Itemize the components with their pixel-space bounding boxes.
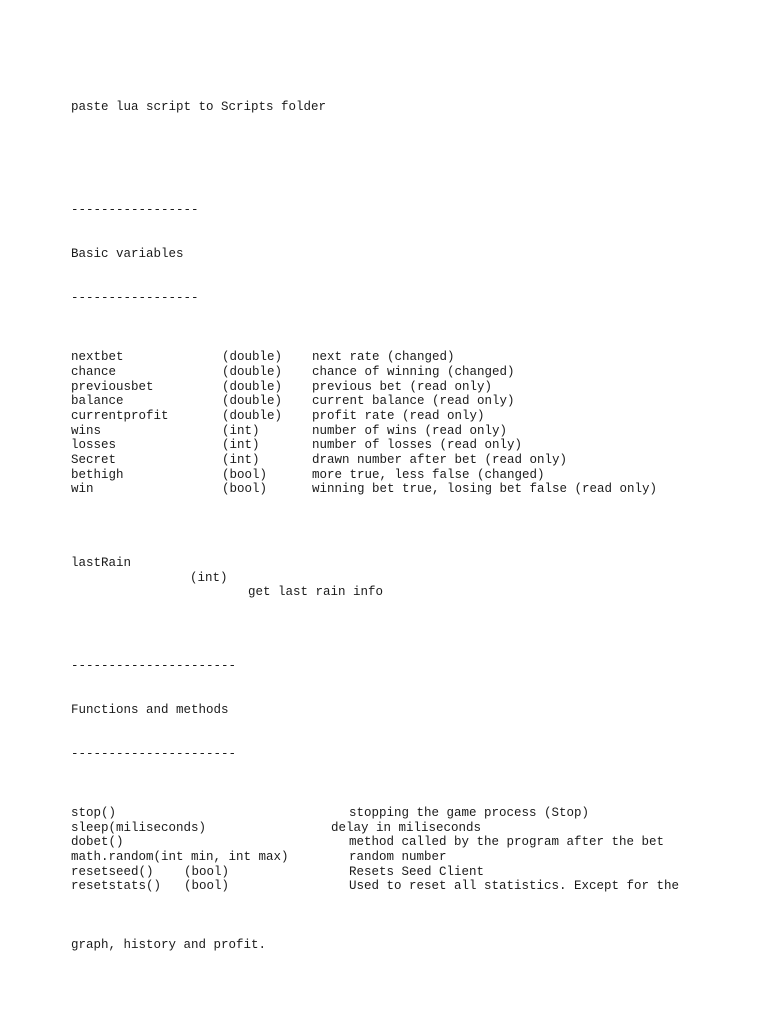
variable-description: current balance (read only) — [312, 394, 515, 409]
variable-name: losses — [71, 438, 117, 453]
variable-row — [71, 350, 768, 365]
variable-row — [71, 380, 768, 395]
function-row — [71, 850, 768, 865]
variable-row — [71, 468, 768, 483]
function-row — [71, 879, 768, 894]
function-description: Resets Seed Client — [349, 864, 485, 879]
variable-name: wins — [71, 423, 102, 438]
function-signature: resetstats() — [71, 879, 162, 894]
variable-row-lastrain — [71, 541, 768, 600]
function-description: random number — [349, 849, 447, 864]
variable-description: chance of winning (changed) — [312, 364, 515, 379]
variable-name: chance — [71, 364, 117, 379]
function-return-type: (bool) — [184, 864, 230, 879]
function-description: delay in miliseconds — [331, 820, 482, 835]
function-signature: math.random(int min, int max) — [71, 849, 289, 864]
variable-row — [71, 438, 768, 453]
variable-description: drawn number after bet (read only) — [312, 453, 568, 468]
function-description: method called by the program after the bet — [349, 835, 665, 850]
variable-type: (bool) — [222, 482, 268, 497]
function-row — [71, 865, 768, 880]
variable-name: bethigh — [71, 467, 124, 482]
functions-list — [71, 806, 768, 894]
variable-name: currentprofit — [71, 409, 169, 424]
variable-description: more true, less false (changed) — [312, 467, 545, 482]
variable-type: (double) — [222, 364, 283, 379]
function-row — [71, 821, 768, 836]
section-rule: ---------------------- — [71, 658, 237, 673]
function-signature: resetseed() — [71, 864, 154, 879]
variable-name: nextbet — [71, 350, 124, 365]
variable-type: (double) — [222, 379, 283, 394]
variable-description: previous bet (read only) — [312, 379, 493, 394]
function-row — [71, 806, 768, 821]
variable-row — [71, 409, 768, 424]
function-description-continuation: graph, history and profit. — [71, 938, 267, 953]
document-page — [71, 71, 768, 1024]
variable-type: (double) — [222, 394, 283, 409]
variable-description: get last rain info — [248, 585, 384, 600]
variable-description: winning bet true, losing bet false (read only) — [312, 482, 658, 497]
variable-row — [71, 482, 768, 497]
variable-name: lastRain — [71, 555, 132, 570]
variable-type: (double) — [222, 409, 283, 424]
section-rule: ----------------- — [71, 203, 199, 218]
variable-type: (bool) — [222, 467, 268, 482]
function-signature: stop() — [71, 805, 117, 820]
variable-type: (double) — [222, 350, 283, 365]
variable-description: number of wins (read only) — [312, 423, 508, 438]
variable-row — [71, 424, 768, 439]
function-signature: sleep(miliseconds) — [71, 820, 207, 835]
function-row — [71, 835, 768, 850]
section-heading-basic-variables: Basic variables — [71, 247, 184, 262]
function-signature: dobet() — [71, 835, 124, 850]
section-heading-functions: Functions and methods — [71, 702, 229, 717]
function-description: stopping the game process (Stop) — [349, 805, 590, 820]
variable-name: win — [71, 482, 94, 497]
variable-row — [71, 394, 768, 409]
spacer — [71, 145, 768, 160]
variable-description: number of losses (read only) — [312, 438, 523, 453]
variable-type: (int) — [222, 453, 260, 468]
intro-text: paste lua script to Scripts folder — [71, 100, 327, 115]
variable-name: previousbet — [71, 379, 154, 394]
variable-description: profit rate (read only) — [312, 409, 485, 424]
variable-type: (int) — [222, 438, 260, 453]
variable-type: (int) — [222, 423, 260, 438]
variable-row — [71, 453, 768, 468]
variable-name: balance — [71, 394, 124, 409]
variable-row — [71, 365, 768, 380]
section-rule: ----------------- — [71, 291, 199, 306]
variable-description: next rate (changed) — [312, 350, 455, 365]
spacer — [71, 600, 768, 615]
function-return-type: (bool) — [184, 879, 230, 894]
variables-list — [71, 350, 768, 497]
function-description: Used to reset all statistics. Except for the — [349, 879, 680, 894]
variable-name: Secret — [71, 453, 117, 468]
variable-type: (int) — [190, 570, 228, 585]
section-rule: ---------------------- — [71, 747, 237, 762]
